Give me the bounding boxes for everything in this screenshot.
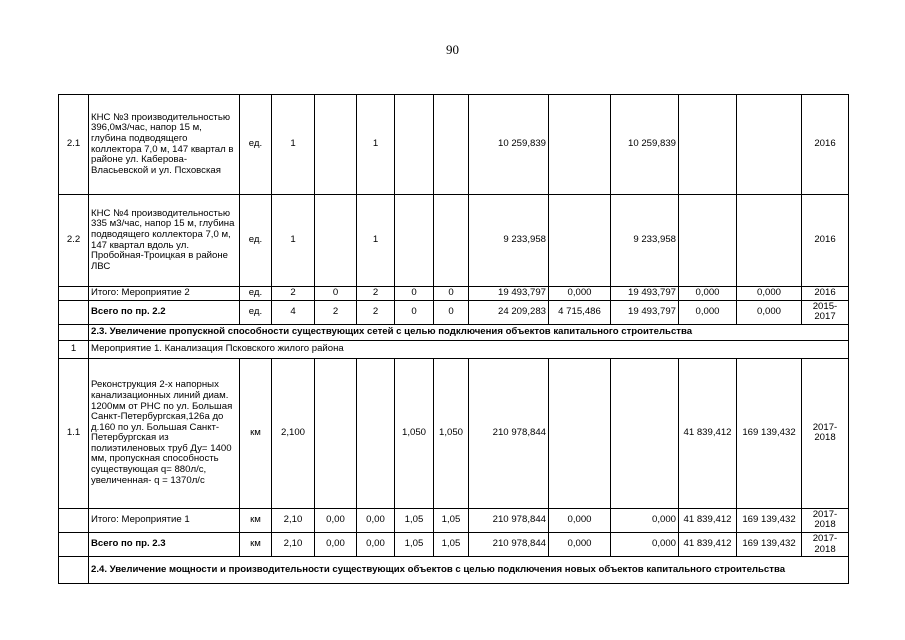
- row-cell: 0,000: [549, 532, 611, 556]
- row-cell: 2,10: [272, 508, 315, 532]
- row-name: Всего по пр. 2.3: [89, 532, 240, 556]
- row-cell: 0: [434, 300, 469, 324]
- row-cell: 0,00: [315, 508, 357, 532]
- row-number: [59, 287, 89, 301]
- total-row: [59, 300, 849, 324]
- row-cell: 1,05: [434, 508, 469, 532]
- table-row: [59, 95, 849, 195]
- row-cell: 0,000: [611, 532, 679, 556]
- row-unit: км: [240, 532, 272, 556]
- event-title: Мероприятие 1. Канализация Псковского жилого района: [89, 340, 849, 358]
- row-cell: 0,000: [549, 287, 611, 301]
- row-cell: [549, 358, 611, 508]
- row-cell: 4 715,486: [549, 300, 611, 324]
- row-cell: 0: [315, 287, 357, 301]
- row-cell: 1,050: [395, 358, 434, 508]
- row-cell: 2: [272, 287, 315, 301]
- row-cell: 2016: [802, 287, 849, 301]
- row-cell: [395, 195, 434, 287]
- row-name: Итого: Мероприятие 1: [89, 508, 240, 532]
- row-cell: [395, 95, 434, 195]
- row-cell: 0,000: [611, 508, 679, 532]
- subtotal-row: [59, 508, 849, 532]
- row-cell: 24 209,283: [469, 300, 549, 324]
- row-number: [59, 508, 89, 532]
- row-cell: 169 139,432: [737, 358, 802, 508]
- row-number: [59, 300, 89, 324]
- row-cell: 2016: [802, 95, 849, 195]
- row-cell: 0,000: [679, 287, 737, 301]
- row-cell: 0: [395, 287, 434, 301]
- row-cell: [679, 95, 737, 195]
- row-number: [59, 557, 89, 584]
- row-cell: 2016: [802, 195, 849, 287]
- row-cell: 2017-2018: [802, 358, 849, 508]
- row-cell: 9 233,958: [469, 195, 549, 287]
- row-unit: км: [240, 508, 272, 532]
- row-cell: 2: [357, 300, 395, 324]
- row-cell: 0,000: [549, 508, 611, 532]
- row-name: Итого: Мероприятие 2: [89, 287, 240, 301]
- row-unit: ед.: [240, 287, 272, 301]
- row-cell: 0: [395, 300, 434, 324]
- row-number: [59, 324, 89, 340]
- row-cell: 2017-2018: [802, 532, 849, 556]
- section-row: [59, 557, 849, 584]
- total-row: [59, 532, 849, 556]
- row-cell: 1: [272, 95, 315, 195]
- row-cell: [434, 195, 469, 287]
- row-cell: 1: [357, 95, 395, 195]
- row-cell: 2,10: [272, 532, 315, 556]
- row-cell: 19 493,797: [611, 300, 679, 324]
- row-cell: 2015-2017: [802, 300, 849, 324]
- row-cell: 4: [272, 300, 315, 324]
- row-cell: 10 259,839: [469, 95, 549, 195]
- row-cell: 2,100: [272, 358, 315, 508]
- row-cell: 0: [434, 287, 469, 301]
- row-cell: 1,05: [434, 532, 469, 556]
- row-name: Всего по пр. 2.2: [89, 300, 240, 324]
- row-cell: 0,000: [679, 300, 737, 324]
- row-name: КНС №3 производительностью 396,0м3/час, напор 15 м, глубина подводящего коллектора 7,0 м, 147 квартал в районе ул. Каберова-Власьевской и ул. Псховская: [89, 95, 240, 195]
- row-cell: 1,05: [395, 508, 434, 532]
- row-cell: 41 839,412: [679, 508, 737, 532]
- row-number: 2.1: [59, 95, 89, 195]
- row-cell: 41 839,412: [679, 532, 737, 556]
- row-cell: [679, 195, 737, 287]
- row-name: Реконструкция 2-х напорных канализационных линий диам. 1200мм от РНС по ул. Большая Санкт-Петербургская,126а до д.160 по ул. Большая Санкт-Петербургская из полиэтиленовых труб Ду= 1400 мм, пропускная способность существующая q= 880л/с, увеличенная- q = 1370л/с: [89, 358, 240, 508]
- row-number: [59, 532, 89, 556]
- row-cell: 1: [272, 195, 315, 287]
- row-cell: 9 233,958: [611, 195, 679, 287]
- row-cell: 2017-2018: [802, 508, 849, 532]
- row-cell: 210 978,844: [469, 508, 549, 532]
- table-row: [59, 195, 849, 287]
- row-cell: 210 978,844: [469, 358, 549, 508]
- section-title: 2.3. Увеличение пропускной способности существующих сетей с целью подключения объектов капитального строительства: [89, 324, 849, 340]
- row-cell: [357, 358, 395, 508]
- row-cell: 0,00: [357, 508, 395, 532]
- row-unit: ед.: [240, 300, 272, 324]
- row-cell: 19 493,797: [611, 287, 679, 301]
- row-cell: 1,050: [434, 358, 469, 508]
- row-cell: 210 978,844: [469, 532, 549, 556]
- table-row: [59, 358, 849, 508]
- row-cell: 2: [315, 300, 357, 324]
- row-unit: ед.: [240, 195, 272, 287]
- row-cell: 0,000: [737, 300, 802, 324]
- row-cell: 10 259,839: [611, 95, 679, 195]
- row-unit: ед.: [240, 95, 272, 195]
- row-cell: [315, 358, 357, 508]
- page-number: 90: [446, 42, 459, 57]
- row-number: 1.1: [59, 358, 89, 508]
- row-cell: 19 493,797: [469, 287, 549, 301]
- row-cell: 2: [357, 287, 395, 301]
- table-body: [59, 95, 849, 584]
- row-cell: 0,00: [357, 532, 395, 556]
- row-number: 2.2: [59, 195, 89, 287]
- row-cell: 41 839,412: [679, 358, 737, 508]
- row-cell: [434, 95, 469, 195]
- row-cell: 169 139,432: [737, 508, 802, 532]
- row-cell: 169 139,432: [737, 532, 802, 556]
- row-cell: [549, 195, 611, 287]
- row-cell: 1: [357, 195, 395, 287]
- row-cell: 0,000: [737, 287, 802, 301]
- row-unit: км: [240, 358, 272, 508]
- event-row: [59, 340, 849, 358]
- section-title: 2.4. Увеличение мощности и производительности существующих объектов с целью подключения новых объектов капитального строительства: [89, 557, 849, 584]
- row-name: КНС №4 производительностью 335 м3/час, напор 15 м, глубина подводящего коллектора 7,0 м, 147 квартал вдоль ул. Пробойная-Троицкая в районе ЛВС: [89, 195, 240, 287]
- row-number: 1: [59, 340, 89, 358]
- subtotal-row: [59, 287, 849, 301]
- investment-program-table: [58, 94, 849, 584]
- row-cell: 0,00: [315, 532, 357, 556]
- row-cell: [549, 95, 611, 195]
- row-cell: 1,05: [395, 532, 434, 556]
- section-row: [59, 324, 849, 340]
- row-cell: [315, 95, 357, 195]
- row-cell: [611, 358, 679, 508]
- row-cell: [315, 195, 357, 287]
- row-cell: [737, 95, 802, 195]
- row-cell: [737, 195, 802, 287]
